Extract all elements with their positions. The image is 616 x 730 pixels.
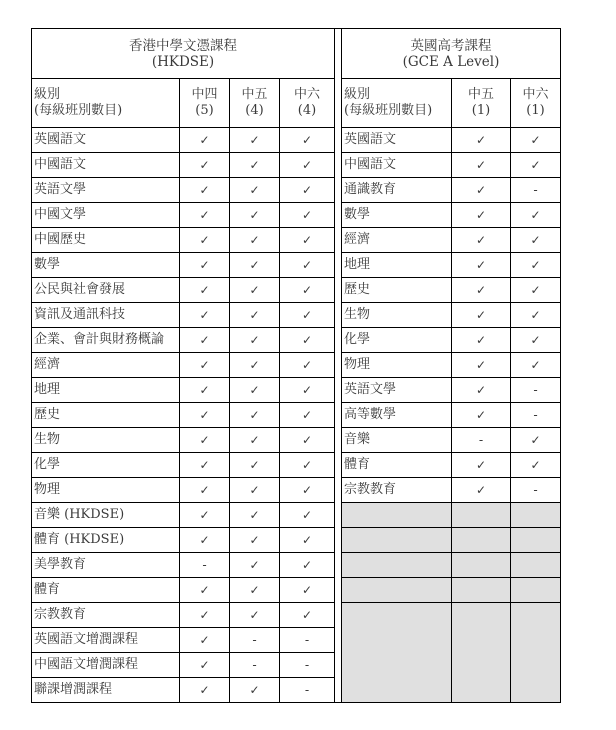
table-row	[32, 228, 561, 253]
hkdse-subject: 物理	[32, 478, 180, 503]
gce-offered-mark: ✓	[452, 403, 511, 428]
table-row	[32, 303, 561, 328]
table-row	[32, 178, 561, 203]
hkdse-offered-mark: ✓	[180, 528, 230, 553]
hkdse-subject: 美學教育	[32, 553, 180, 578]
hkdse-offered-mark: ✓	[180, 603, 230, 628]
hkdse-subject: 英國語文增潤課程	[32, 628, 180, 653]
empty-cell	[511, 553, 561, 578]
hkdse-offered-mark: ✓	[180, 428, 230, 453]
hkdse-offered-mark: ✓	[280, 203, 335, 228]
hkdse-offered-mark: ✓	[230, 478, 280, 503]
hkdse-offered-mark: ✓	[230, 678, 280, 703]
hkdse-offered-mark: ✓	[230, 278, 280, 303]
hkdse-offered-mark: ✓	[280, 553, 335, 578]
hkdse-offered-mark: ✓	[180, 128, 230, 153]
hkdse-offered-mark: ✓	[280, 403, 335, 428]
gce-subject: 經濟	[342, 228, 452, 253]
class-count-label: (每級班別數目)	[344, 103, 433, 118]
empty-cell	[452, 603, 511, 703]
gce-subject: 數學	[342, 203, 452, 228]
gce-offered-mark: ✓	[511, 328, 561, 353]
hkdse-subject: 歷史	[32, 403, 180, 428]
gce-offered-mark: ✓	[452, 228, 511, 253]
hkdse-offered-mark: ✓	[230, 378, 280, 403]
hkdse-subject: 體育	[32, 578, 180, 603]
hkdse-offered-mark: ✓	[280, 603, 335, 628]
gce-offered-mark: ✓	[511, 278, 561, 303]
hkdse-offered-mark: ✓	[230, 553, 280, 578]
hkdse-subject: 企業、會計與財務概論	[32, 328, 180, 353]
form-classes: (4)	[297, 103, 317, 118]
hkdse-form-header	[280, 79, 335, 128]
gce-offered-mark: ✓	[452, 353, 511, 378]
table-row	[32, 503, 561, 528]
curriculum-table	[31, 28, 561, 703]
gce-offered-mark: ✓	[452, 203, 511, 228]
gce-offered-mark: ✓	[452, 278, 511, 303]
table-row	[32, 153, 561, 178]
hkdse-offered-mark: ✓	[180, 478, 230, 503]
table-row	[32, 278, 561, 303]
gce-offered-mark: -	[452, 428, 511, 453]
gce-offered-mark: ✓	[511, 303, 561, 328]
gce-offered-mark: -	[511, 378, 561, 403]
hkdse-offered-mark: -	[180, 553, 230, 578]
hkdse-subject: 經濟	[32, 353, 180, 378]
header-row	[32, 79, 561, 128]
gce-form-header	[452, 79, 511, 128]
hkdse-offered-mark: ✓	[180, 503, 230, 528]
hkdse-offered-mark: ✓	[180, 578, 230, 603]
hkdse-subject: 數學	[32, 253, 180, 278]
gce-offered-mark: -	[511, 403, 561, 428]
hkdse-offered-mark: ✓	[180, 328, 230, 353]
table-row	[32, 603, 561, 628]
hkdse-title-line1: 香港中學文憑課程	[129, 37, 237, 54]
hkdse-offered-mark: ✓	[280, 378, 335, 403]
hkdse-subject: 英語文學	[32, 178, 180, 203]
hkdse-offered-mark: ✓	[280, 503, 335, 528]
table-row	[32, 353, 561, 378]
gce-offered-mark: ✓	[452, 478, 511, 503]
empty-cell	[452, 553, 511, 578]
hkdse-offered-mark: ✓	[180, 403, 230, 428]
gce-offered-mark: ✓	[511, 428, 561, 453]
hkdse-title-line2: (HKDSE)	[151, 53, 215, 70]
hkdse-offered-mark: ✓	[230, 503, 280, 528]
hkdse-offered-mark: ✓	[280, 528, 335, 553]
gce-offered-mark: ✓	[511, 453, 561, 478]
gce-offered-mark: ✓	[452, 128, 511, 153]
empty-cell	[342, 503, 452, 528]
hkdse-offered-mark: ✓	[280, 328, 335, 353]
gce-offered-mark: ✓	[452, 453, 511, 478]
hkdse-subject: 資訊及通訊科技	[32, 303, 180, 328]
gce-subject: 生物	[342, 303, 452, 328]
table-row	[32, 128, 561, 153]
hkdse-offered-mark: ✓	[280, 353, 335, 378]
hkdse-offered-mark: -	[280, 653, 335, 678]
hkdse-offered-mark: ✓	[230, 178, 280, 203]
level-label: 級別	[344, 87, 371, 102]
hkdse-subject: 中國語文增潤課程	[32, 653, 180, 678]
hkdse-subject: 生物	[32, 428, 180, 453]
hkdse-offered-mark: ✓	[180, 378, 230, 403]
gce-offered-mark: ✓	[511, 153, 561, 178]
gce-subject: 通識教育	[342, 178, 452, 203]
empty-cell	[452, 578, 511, 603]
hkdse-offered-mark: ✓	[180, 303, 230, 328]
table-row	[32, 253, 561, 278]
gce-offered-mark: ✓	[452, 253, 511, 278]
hkdse-offered-mark: ✓	[230, 328, 280, 353]
hkdse-offered-mark: ✓	[230, 353, 280, 378]
gce-subject: 高等數學	[342, 403, 452, 428]
hkdse-offered-mark: ✓	[180, 678, 230, 703]
empty-cell	[342, 578, 452, 603]
empty-cell	[452, 503, 511, 528]
gce-subject: 宗教教育	[342, 478, 452, 503]
hkdse-form-header	[180, 79, 230, 128]
hkdse-offered-mark: ✓	[230, 578, 280, 603]
hkdse-offered-mark: ✓	[180, 453, 230, 478]
gce-subject: 歷史	[342, 278, 452, 303]
form-classes: (1)	[471, 103, 491, 118]
hkdse-subject: 地理	[32, 378, 180, 403]
hkdse-subject: 化學	[32, 453, 180, 478]
form-name: 中六	[522, 87, 549, 102]
hkdse-offered-mark: ✓	[180, 253, 230, 278]
hkdse-offered-mark: ✓	[230, 153, 280, 178]
gce-subject: 體育	[342, 453, 452, 478]
gce-offered-mark: ✓	[452, 178, 511, 203]
hkdse-offered-mark: ✓	[180, 228, 230, 253]
hkdse-offered-mark: ✓	[230, 203, 280, 228]
hkdse-subject: 中國文學	[32, 203, 180, 228]
hkdse-subject: 英國語文	[32, 128, 180, 153]
hkdse-offered-mark: ✓	[280, 303, 335, 328]
level-label: 級別	[34, 87, 61, 102]
form-name: 中五	[241, 87, 268, 102]
hkdse-offered-mark: ✓	[280, 428, 335, 453]
table-row	[32, 553, 561, 578]
hkdse-offered-mark: ✓	[230, 428, 280, 453]
form-classes: (5)	[195, 103, 214, 118]
form-name: 中五	[467, 87, 494, 102]
empty-cell	[511, 503, 561, 528]
gce-offered-mark: ✓	[511, 203, 561, 228]
gce-offered-mark: ✓	[452, 303, 511, 328]
table-row	[32, 428, 561, 453]
hkdse-offered-mark: ✓	[230, 253, 280, 278]
hkdse-offered-mark: ✓	[180, 178, 230, 203]
hkdse-offered-mark: ✓	[280, 128, 335, 153]
hkdse-offered-mark: ✓	[230, 303, 280, 328]
hkdse-offered-mark: -	[230, 653, 280, 678]
hkdse-offered-mark: ✓	[280, 153, 335, 178]
gce-title	[342, 29, 561, 79]
empty-cell	[511, 528, 561, 553]
hkdse-offered-mark: ✓	[180, 153, 230, 178]
hkdse-offered-mark: ✓	[280, 453, 335, 478]
hkdse-offered-mark: ✓	[230, 403, 280, 428]
empty-cell	[342, 553, 452, 578]
empty-cell	[511, 578, 561, 603]
form-classes: (1)	[526, 103, 545, 118]
gce-subject: 中國語文	[342, 153, 452, 178]
gce-offered-mark: ✓	[452, 153, 511, 178]
gce-offered-mark: -	[511, 178, 561, 203]
hkdse-offered-mark: ✓	[230, 453, 280, 478]
empty-cell	[342, 603, 452, 703]
hkdse-offered-mark: ✓	[180, 203, 230, 228]
gce-subject: 音樂	[342, 428, 452, 453]
form-name: 中六	[293, 87, 320, 102]
table-row	[32, 403, 561, 428]
hkdse-offered-mark: ✓	[280, 278, 335, 303]
gce-offered-mark: ✓	[511, 228, 561, 253]
hkdse-form-header	[230, 79, 280, 128]
hkdse-offered-mark: ✓	[280, 478, 335, 503]
form-name: 中四	[191, 87, 218, 102]
table-row	[32, 528, 561, 553]
table-row	[32, 378, 561, 403]
hkdse-offered-mark: ✓	[180, 628, 230, 653]
hkdse-offered-mark: ✓	[230, 528, 280, 553]
title-row	[32, 29, 561, 79]
hkdse-offered-mark: ✓	[230, 603, 280, 628]
hkdse-offered-mark: ✓	[230, 128, 280, 153]
hkdse-offered-mark: ✓	[280, 253, 335, 278]
hkdse-offered-mark: ✓	[180, 353, 230, 378]
empty-cell	[342, 528, 452, 553]
table-row	[32, 203, 561, 228]
gce-offered-mark: ✓	[511, 353, 561, 378]
hkdse-offered-mark: ✓	[280, 578, 335, 603]
hkdse-offered-mark: ✓	[180, 653, 230, 678]
hkdse-offered-mark: -	[280, 678, 335, 703]
form-classes: (4)	[245, 103, 264, 118]
empty-cell	[511, 603, 561, 703]
gce-subject: 化學	[342, 328, 452, 353]
empty-cell	[452, 528, 511, 553]
gce-offered-mark: ✓	[511, 128, 561, 153]
column-spacer	[335, 29, 342, 703]
hkdse-subject: 體育 (HKDSE)	[32, 528, 180, 553]
hkdse-level-label	[32, 79, 180, 128]
gce-level-label	[342, 79, 452, 128]
table-row	[32, 453, 561, 478]
hkdse-offered-mark: ✓	[280, 178, 335, 203]
gce-offered-mark: -	[511, 478, 561, 503]
gce-offered-mark: ✓	[452, 328, 511, 353]
hkdse-subject: 公民與社會發展	[32, 278, 180, 303]
gce-title-line2: (GCE A Level)	[402, 53, 500, 70]
hkdse-subject: 中國語文	[32, 153, 180, 178]
hkdse-offered-mark: -	[230, 628, 280, 653]
gce-offered-mark: ✓	[511, 253, 561, 278]
hkdse-title	[32, 29, 335, 79]
gce-subject: 英國語文	[342, 128, 452, 153]
gce-form-header	[511, 79, 561, 128]
table-row	[32, 478, 561, 503]
table-row	[32, 328, 561, 353]
gce-subject: 物理	[342, 353, 452, 378]
class-count-label: (每級班別數目)	[34, 103, 123, 118]
hkdse-subject: 宗教教育	[32, 603, 180, 628]
hkdse-offered-mark: ✓	[180, 278, 230, 303]
hkdse-offered-mark: ✓	[230, 228, 280, 253]
hkdse-subject: 中國歷史	[32, 228, 180, 253]
hkdse-subject: 音樂 (HKDSE)	[32, 503, 180, 528]
hkdse-offered-mark: -	[280, 628, 335, 653]
gce-subject: 地理	[342, 253, 452, 278]
hkdse-offered-mark: ✓	[280, 228, 335, 253]
gce-title-line1: 英國高考課程	[410, 37, 492, 54]
hkdse-subject: 聯課增潤課程	[32, 678, 180, 703]
gce-subject: 英語文學	[342, 378, 452, 403]
table-row	[32, 578, 561, 603]
gce-offered-mark: ✓	[452, 378, 511, 403]
